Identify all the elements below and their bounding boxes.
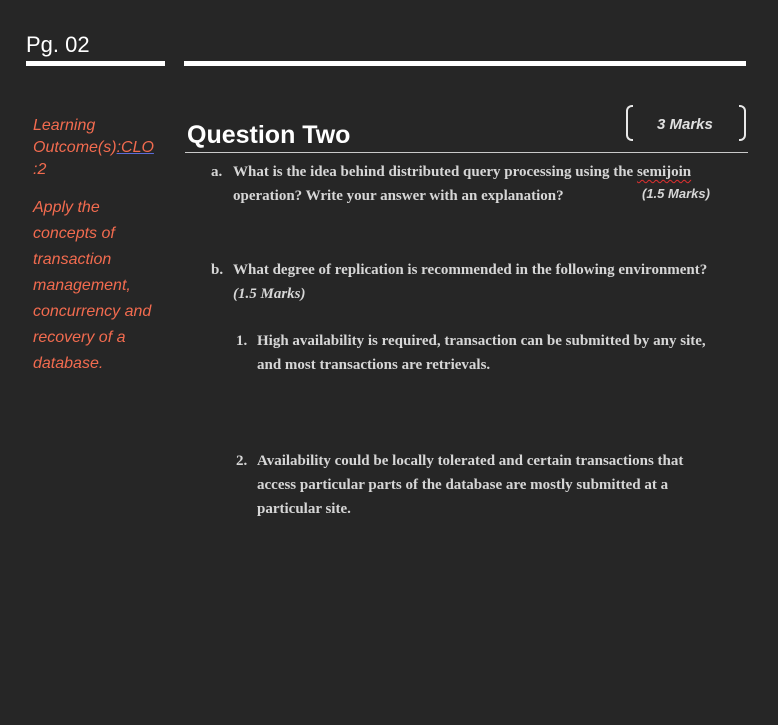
learning-outcome-line: concepts of xyxy=(33,225,115,242)
learning-outcome-line: transaction xyxy=(33,251,112,268)
part-b-marker: b. xyxy=(211,262,224,278)
total-marks-text: 3 Marks xyxy=(657,116,713,133)
list-item xyxy=(236,449,746,521)
part-a-line-1-text: What is the idea behind distributed query processing using the xyxy=(233,164,637,180)
header-rule-right xyxy=(184,61,746,66)
total-marks-box xyxy=(626,105,746,145)
list-item xyxy=(236,329,746,377)
part-a-line-1 xyxy=(233,160,751,184)
part-a-line-2: operation? Write your answer with an explanation? xyxy=(233,188,564,204)
list-item-line: and most transactions are retrievals. xyxy=(257,357,491,373)
learning-outcome-line: database. xyxy=(33,355,104,372)
part-a-marker: a. xyxy=(211,164,223,180)
list-item-marker: 2. xyxy=(236,453,248,469)
header-rule-left xyxy=(26,61,165,66)
right-bracket-icon xyxy=(739,105,746,141)
list-item-line: access particular parts of the database are mostly submitted at a xyxy=(257,477,669,493)
spellcheck-flagged-word: semijoin xyxy=(636,164,692,180)
list-item-line: Availability could be locally tolerated and certain transactions that xyxy=(257,453,684,469)
question-title: Question Two xyxy=(187,121,351,149)
learning-outcome-prefix: Learning Outcome(s) xyxy=(33,117,117,156)
list-item-line: particular site. xyxy=(257,501,351,517)
part-b-marks: (1.5 Marks) xyxy=(233,286,306,302)
part-b-line-1: What degree of replication is recommended in the following environment? xyxy=(233,262,708,278)
learning-outcome-line: management, xyxy=(33,277,131,294)
left-bracket-icon xyxy=(626,105,633,141)
learning-outcome-line: Apply the xyxy=(33,199,100,216)
learning-outcome-line: concurrency and xyxy=(33,303,152,320)
question-part-b xyxy=(211,258,751,306)
learning-outcome-number: :2 xyxy=(33,161,47,178)
page-number-label: Pg. 02 xyxy=(26,32,90,57)
learning-outcome-code: CLO xyxy=(121,139,154,156)
question-title-underline xyxy=(185,152,748,153)
list-item-marker: 1. xyxy=(236,333,248,349)
part-a-marks: (1.5 Marks) xyxy=(642,186,710,201)
learning-outcome-separator: : xyxy=(116,139,122,156)
learning-outcome-heading xyxy=(33,115,173,181)
list-item-line: High availability is required, transaction can be submitted by any site, xyxy=(257,333,706,349)
learning-outcome-description xyxy=(33,195,173,377)
learning-outcome-line: recovery of a xyxy=(33,329,126,346)
